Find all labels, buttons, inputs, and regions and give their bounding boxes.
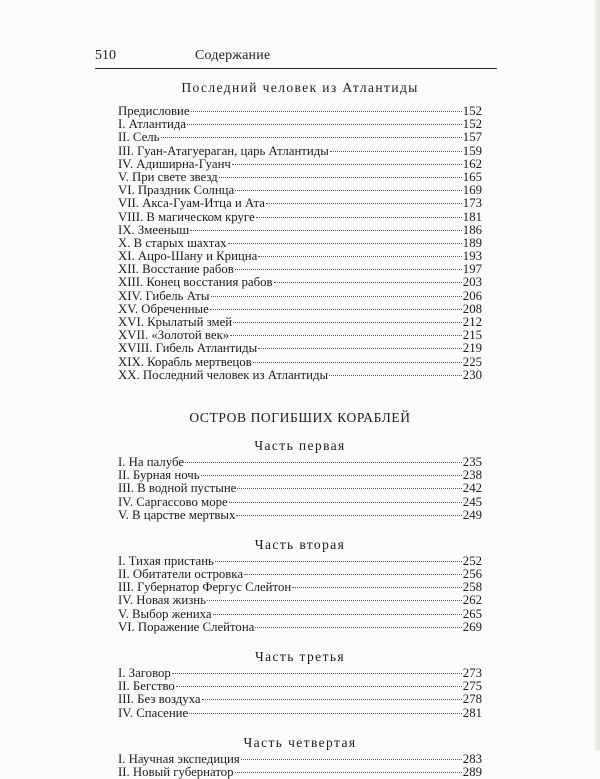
toc-entry (118, 608, 482, 621)
toc-entry (118, 131, 482, 144)
toc-entry-title: Предисловие (118, 104, 190, 118)
leader-dots (176, 686, 462, 687)
toc-entry-page: 208 (462, 301, 482, 316)
toc-entry-title: II. Бурная ночь (118, 468, 200, 483)
toc-entry-title: IV. Адиширна-Гуанч (118, 156, 231, 171)
toc-entry (118, 145, 482, 158)
toc-entry-title: XVI. Крылатый змей (118, 315, 233, 329)
leader-dots (258, 348, 462, 349)
leader-dots (187, 124, 462, 125)
leader-dots (256, 217, 462, 218)
toc-entry (118, 753, 482, 766)
toc-entry-page: 273 (462, 666, 482, 680)
toc-entry (118, 693, 482, 706)
leader-dots (189, 713, 462, 714)
leader-dots (237, 488, 461, 489)
leader-dots (207, 600, 462, 601)
toc-entry-title: IV. Новая жизнь (118, 593, 206, 608)
toc-entry-title: I. Заговор (118, 666, 171, 680)
toc-entry (118, 509, 482, 522)
leader-dots (215, 561, 462, 562)
toc-entry (118, 342, 482, 355)
toc-entry-page: 157 (462, 130, 482, 145)
toc-entry-title: II. Обитатели островка (118, 567, 244, 582)
leader-dots (201, 475, 462, 476)
toc-entry (118, 158, 482, 171)
toc-entry-page: 159 (462, 143, 482, 158)
section-title: ОСТРОВ ПОГИБШИХ КОРАБЛЕЙ (189, 409, 411, 425)
leader-dots (253, 362, 462, 363)
toc-entry-title: III. Без воздуха (118, 692, 201, 707)
leader-dots (241, 759, 462, 760)
leader-dots (274, 282, 462, 283)
toc-entry (118, 290, 482, 303)
toc-entry-page: 181 (462, 209, 482, 224)
toc-entry-title: V. Выбор жениха (118, 606, 212, 621)
toc-entry-page: 203 (462, 275, 482, 290)
leader-dots (235, 772, 462, 773)
part-entries (118, 753, 482, 779)
toc-entry-page: 162 (462, 156, 482, 171)
leader-dots (185, 462, 462, 463)
toc-entry-page: 165 (462, 169, 482, 184)
toc-entry-page: 173 (462, 196, 482, 211)
toc-entry-title: XI. Ацро-Шану и Крицна (118, 249, 258, 264)
leader-dots (266, 203, 462, 204)
leader-dots (228, 243, 462, 244)
toc-entry-title: X. В старых шахтах (118, 235, 227, 250)
toc-entry-page: 238 (462, 468, 482, 483)
toc-entry-title: V. При свете звезд (118, 169, 218, 184)
leader-dots (172, 673, 462, 674)
toc-entry-title: III. Губернатор Фергус Слейтон (118, 580, 292, 595)
leader-dots (233, 322, 462, 323)
toc-entry-page: 245 (462, 494, 482, 509)
toc-entry-title: XX. Последний человек из Атлантиды (118, 367, 329, 382)
leader-dots (191, 111, 462, 112)
toc-entry (118, 356, 482, 369)
leader-dots (329, 375, 462, 376)
toc-entry-title: II. Бегство (118, 679, 175, 694)
part-title: Часть третья (254, 649, 346, 664)
toc-entry-title: XIX. Корабль мертвецов (118, 354, 252, 369)
toc-entry-title: I. Тихая пристань (118, 553, 214, 568)
toc-entry-page: 152 (462, 117, 482, 132)
leader-dots (230, 335, 462, 336)
section-entries (118, 105, 482, 382)
toc-entry-page: 152 (462, 104, 482, 118)
toc-entry (118, 707, 482, 720)
page-number: 510 (95, 48, 116, 63)
table-of-contents (118, 78, 482, 779)
toc-entry-page: 249 (462, 507, 482, 522)
toc-entry-title: IX. Змееныш (118, 222, 190, 237)
toc-entry-title: IV. Саргассово море (118, 494, 228, 509)
leader-dots (244, 574, 462, 575)
part-title: Часть вторая (254, 536, 346, 552)
toc-entry-page: 269 (462, 619, 482, 634)
toc-entry-title: XVII. «Золотой век» (118, 328, 230, 343)
leader-dots (219, 177, 462, 178)
toc-entry-page: 197 (462, 262, 482, 277)
toc-entry-title: V. В царстве мертвых (118, 507, 236, 522)
toc-entry-title: XV. Обреченные (118, 301, 209, 316)
toc-entry-page: 242 (462, 481, 482, 496)
toc-entry (118, 482, 482, 495)
leader-dots (210, 309, 462, 310)
toc-entry-title: VI. Поражение Слейтона (118, 619, 255, 634)
toc-entry (118, 369, 482, 382)
leader-dots (235, 269, 462, 270)
leader-dots (161, 137, 462, 138)
toc-entry-page: 212 (462, 315, 482, 329)
toc-entry-title: XVIII. Гибель Атлантиды (118, 341, 258, 356)
toc-entry-page: 289 (462, 764, 482, 779)
leader-dots (292, 587, 462, 588)
toc-entry (118, 594, 482, 607)
leader-dots (255, 627, 461, 628)
part-entries (118, 555, 482, 634)
toc-entry-page: 252 (462, 553, 482, 568)
toc-entry-page: 206 (462, 288, 482, 303)
toc-entry (118, 496, 482, 509)
toc-entry-page: 283 (462, 751, 482, 766)
toc-entry-title: VI. Праздник Солнца (118, 183, 235, 198)
leader-dots (202, 699, 462, 700)
toc-entry-title: XIII. Конец восстания рабов (118, 275, 273, 290)
toc-entry-page: 193 (462, 249, 482, 264)
leader-dots (235, 190, 462, 191)
toc-entry-page: 235 (462, 454, 482, 469)
leader-dots (213, 614, 462, 615)
toc-entry-title: XIV. Гибель Аты (118, 288, 210, 303)
toc-entry (118, 276, 482, 289)
toc-entry-page: 215 (462, 328, 482, 343)
leader-dots (211, 296, 462, 297)
toc-entry-page: 225 (462, 354, 482, 369)
section-title: Последний человек из Атлантиды (181, 80, 419, 95)
toc-entry (118, 197, 482, 210)
part-title: Часть четвертая (243, 734, 357, 750)
part-entries (118, 456, 482, 522)
toc-entry-title: III. В водной пустыне (118, 481, 237, 496)
toc-entry-title: XII. Восстание рабов (118, 262, 234, 277)
part-title: Часть первая (254, 437, 346, 453)
toc-entry-page: 275 (462, 679, 482, 694)
toc-entry-page: 189 (462, 235, 482, 250)
running-header (95, 46, 497, 69)
toc-entry (118, 224, 482, 237)
leader-dots (232, 164, 462, 165)
toc-entry-title: IV. Спасение (118, 705, 189, 720)
leader-dots (236, 515, 461, 516)
toc-entry-title: I. Атлантида (118, 117, 187, 132)
running-title: Содержание (195, 48, 271, 63)
leader-dots (330, 151, 462, 152)
toc-entry-title: VIII. В магическом круге (118, 209, 255, 224)
toc-entry-page: 219 (462, 341, 482, 356)
toc-entry (118, 211, 482, 224)
toc-entry-page: 281 (462, 705, 482, 720)
toc-entry-page: 278 (462, 692, 482, 707)
leader-dots (190, 230, 462, 231)
toc-entry-page: 265 (462, 606, 482, 621)
toc-entry-page: 262 (462, 593, 482, 608)
leader-dots (229, 502, 462, 503)
page-edge-shadow (594, 0, 600, 750)
toc-entry-title: I. На палубе (118, 454, 185, 469)
toc-entry-title: I. Научная экспедиция (118, 751, 240, 766)
toc-entry-page: 169 (462, 183, 482, 198)
toc-entry-page: 230 (462, 367, 482, 382)
toc-entry-page: 256 (462, 567, 482, 582)
toc-entry-page: 186 (462, 222, 482, 237)
toc-entry (118, 118, 482, 131)
toc-entry-title: VII. Акса-Гуам-Итца и Ата (118, 196, 265, 211)
toc-entry (118, 621, 482, 634)
toc-entry-page: 258 (462, 580, 482, 595)
toc-entry (118, 766, 482, 779)
toc-entry-title: III. Гуан-Атагуераган, царь Атлантиды (118, 143, 329, 158)
toc-entry-title: II. Новый губернатор (118, 764, 234, 779)
leader-dots (258, 256, 462, 257)
toc-entry-title: II. Сель (118, 130, 160, 145)
part-entries (118, 667, 482, 720)
